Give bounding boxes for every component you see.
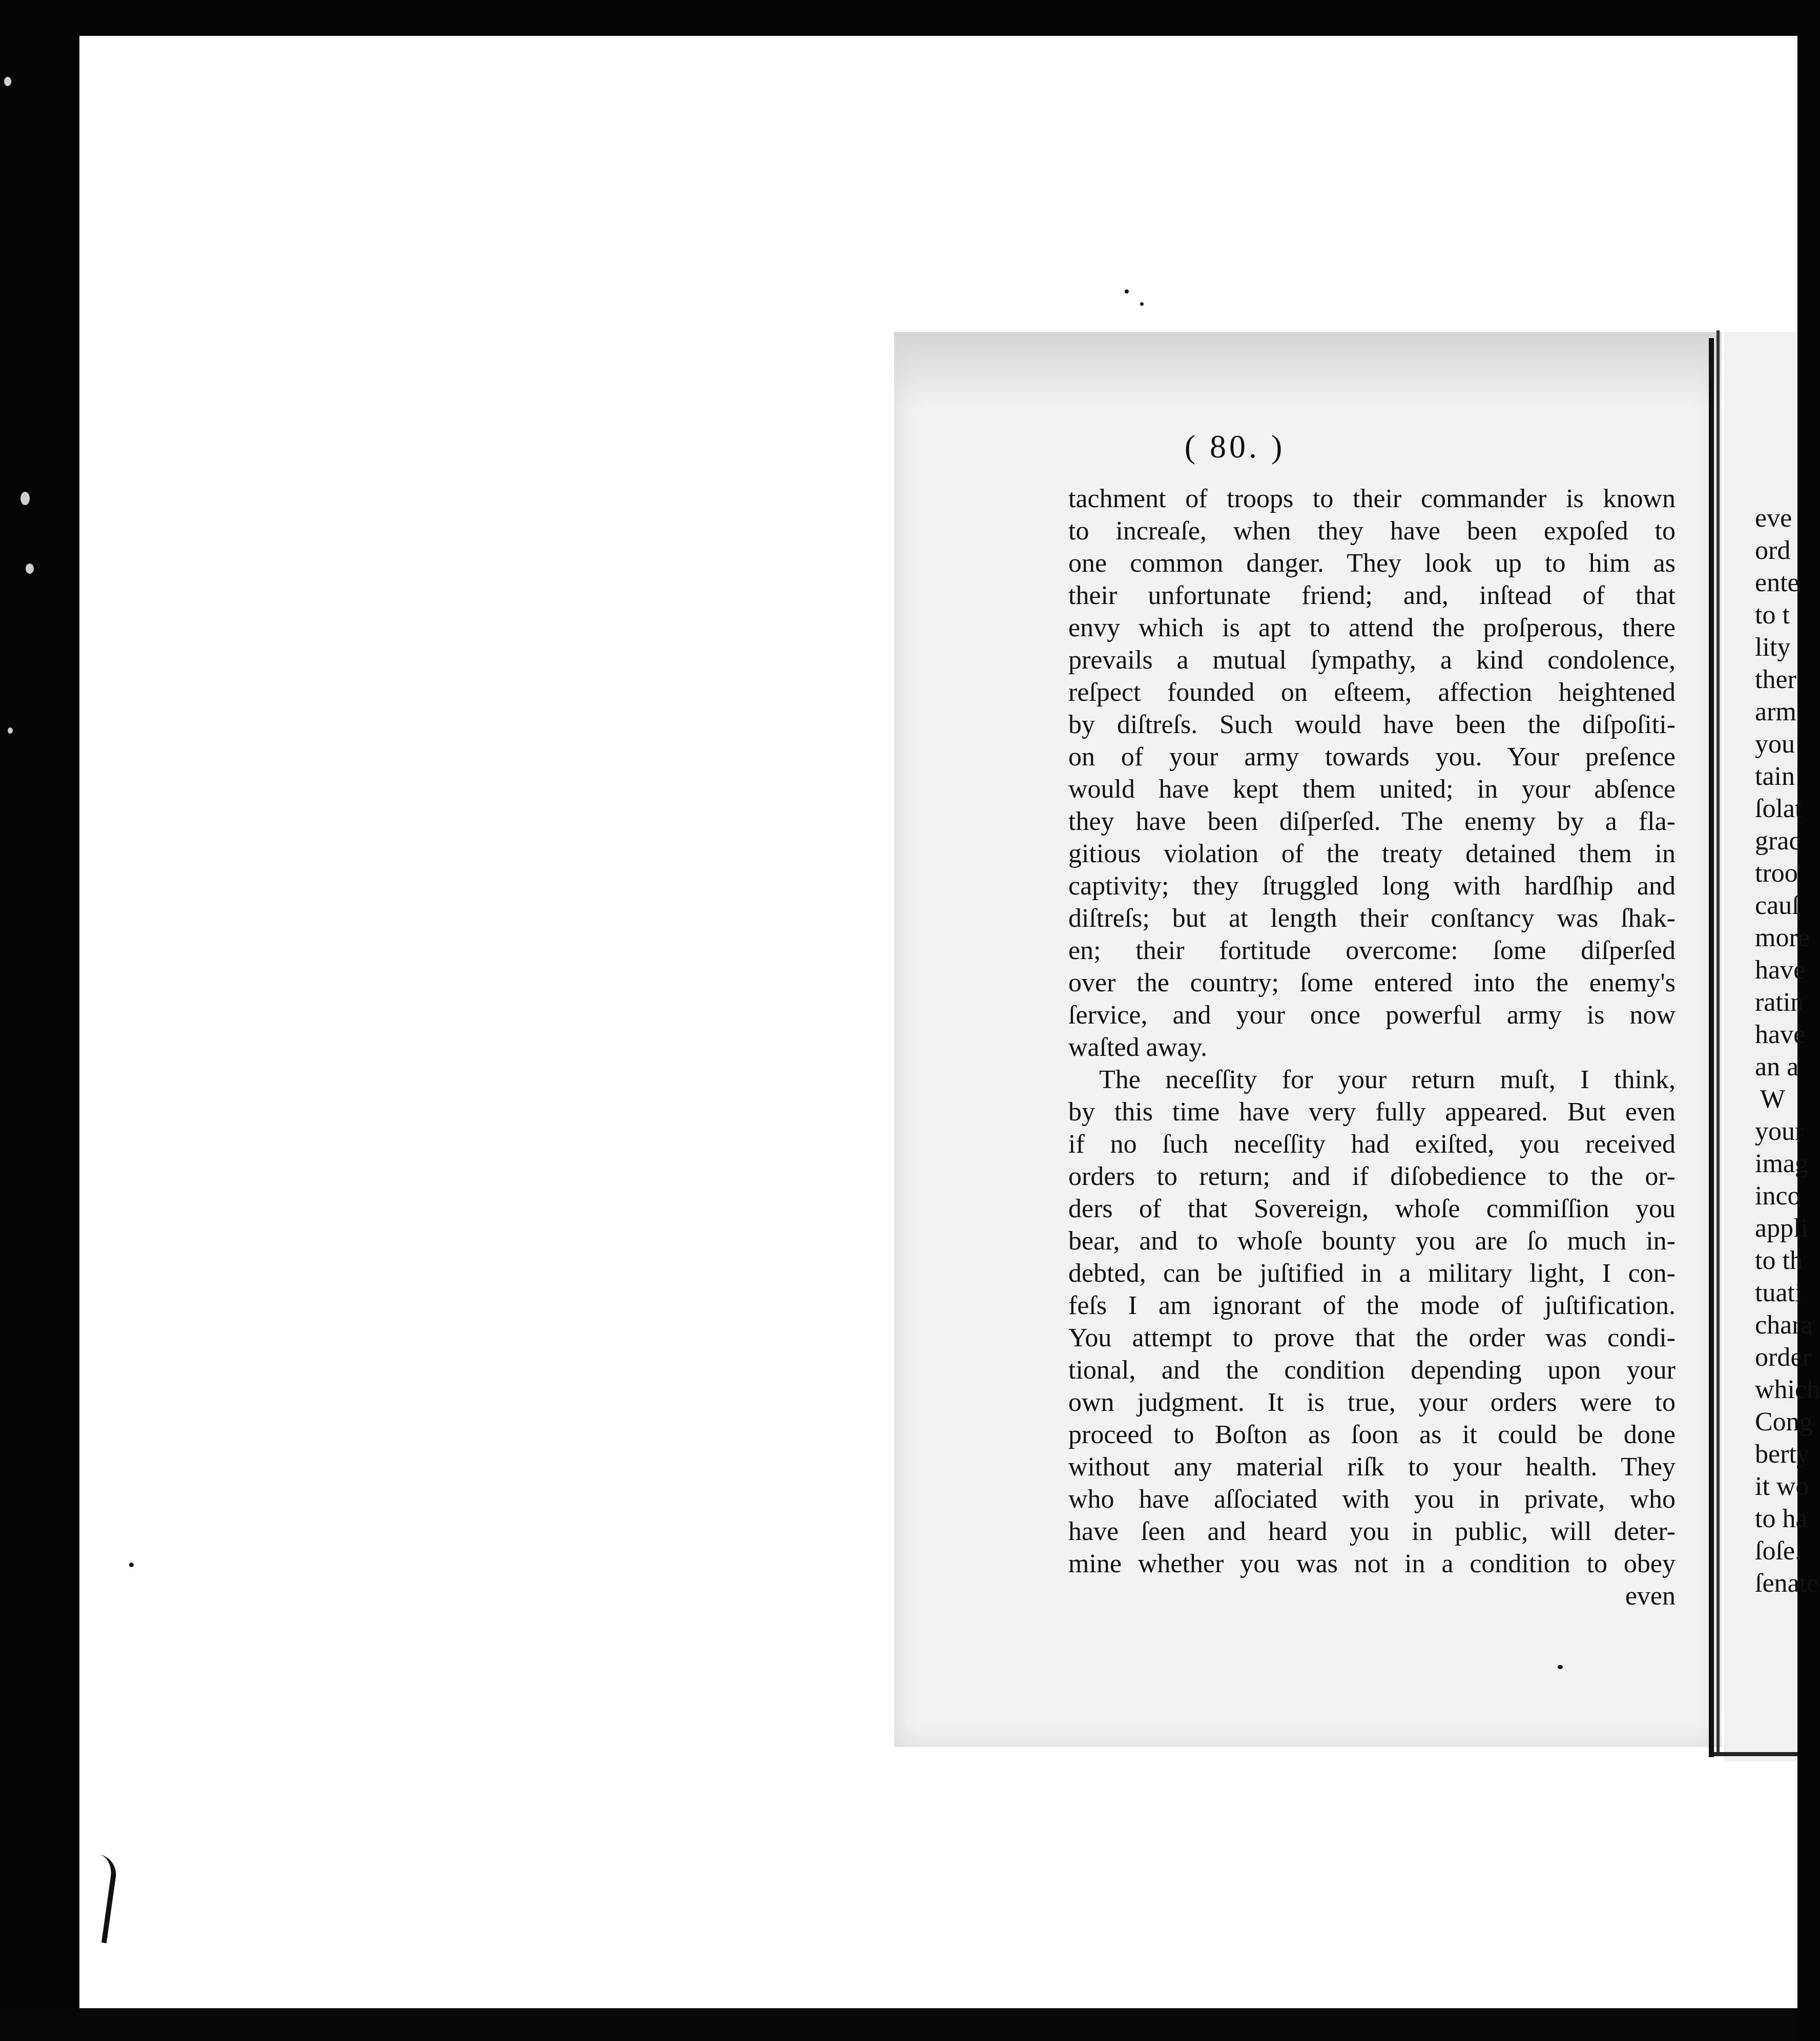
text-line: have ſeen and heard you in public, will deter-: [1068, 1517, 1676, 1546]
page-bottom-shadow: [1714, 1752, 1797, 1756]
text-line: tachment of troops to their commander is known: [1068, 484, 1676, 513]
right-fragment: ſolat: [1755, 794, 1803, 823]
right-fragment: you: [1755, 730, 1795, 759]
right-fragment: troo: [1755, 859, 1798, 888]
text-line: their unfortunate friend; and, inſtead of that: [1068, 581, 1676, 610]
text-line: diſtreſs; but at length their conſtancy was ſhak-: [1068, 904, 1676, 933]
right-fragment: an a: [1755, 1052, 1799, 1081]
right-fragment: ther: [1755, 665, 1796, 694]
right-fragment: ente: [1755, 568, 1800, 597]
text-line: over the country; ſome entered into the enemy's: [1068, 968, 1676, 997]
text-line: ſervice, and your once powerful army is now: [1068, 1001, 1676, 1030]
right-fragment: have: [1755, 1020, 1806, 1049]
ink-speck: [1558, 1665, 1563, 1669]
scan-speck: [20, 492, 30, 505]
text-line: tional, and the condition depending upon your: [1068, 1356, 1676, 1385]
right-fragment: your: [1755, 1117, 1804, 1146]
right-fragment: ſenate: [1755, 1569, 1819, 1598]
right-fragment: Cong: [1755, 1407, 1813, 1436]
right-fragment: which: [1755, 1375, 1820, 1404]
right-fragment: to th: [1755, 1246, 1803, 1275]
right-fragment: W: [1760, 1085, 1786, 1114]
ink-speck: [1125, 289, 1129, 294]
text-line: by diſtreſs. Such would have been the diſpoſiti-: [1068, 710, 1676, 739]
text-line: would have kept them united; in your abſence: [1068, 775, 1676, 804]
right-page-text-fragments: [1755, 502, 1820, 1599]
right-fragment: more: [1755, 923, 1810, 952]
right-fragment: tuati: [1755, 1278, 1803, 1307]
right-fragment: order: [1755, 1343, 1811, 1372]
text-line: one common danger. They look up to him as: [1068, 549, 1676, 578]
right-fragment: arm: [1755, 697, 1796, 726]
text-line: mine whether you was not in a condition to obey: [1068, 1549, 1676, 1578]
text-line: who have aſſociated with you in private, who: [1068, 1485, 1676, 1514]
text-line: You attempt to prove that the order was condi-: [1068, 1323, 1676, 1352]
text-line: on of your army towards you. Your preſence: [1068, 742, 1676, 772]
text-line: The neceſſity for your return muſt, I think,: [1099, 1065, 1676, 1094]
text-line: feſs I am ignorant of the mode of juſtification.: [1068, 1291, 1676, 1320]
text-line: envy which is apt to attend the proſperous, there: [1068, 613, 1676, 642]
right-fragment: cauſ: [1755, 891, 1800, 920]
main-text-column: [1068, 483, 1676, 1612]
text-line: to increaſe, when they have been expoſed to: [1068, 516, 1676, 546]
right-fragment: have: [1755, 955, 1806, 985]
text-line: debted, can be juſtified in a military light, I con-: [1068, 1259, 1676, 1288]
right-fragment: tain: [1755, 762, 1795, 791]
text-line: captivity; they ſtruggled long with hardſhip and: [1068, 871, 1676, 901]
text-line: waſted away.: [1068, 1033, 1207, 1062]
page-number: ( 80. ): [1184, 428, 1286, 465]
catchword: even: [1625, 1581, 1676, 1611]
text-line: they have been diſperſed. The enemy by a fla-: [1068, 807, 1676, 836]
text-line: orders to return; and if diſobedience to the or-: [1068, 1162, 1676, 1191]
ink-speck: [1140, 302, 1144, 306]
text-line: reſpect founded on eſteem, affection heightened: [1068, 678, 1676, 707]
text-line: gitious violation of the treaty detained them in: [1068, 839, 1676, 868]
right-fragment: inco: [1755, 1181, 1801, 1211]
book-gutter: [1709, 338, 1714, 1757]
text-line: own judgment. It is true, your orders were to: [1068, 1388, 1676, 1417]
text-line: ders of that Sovereign, whoſe commiſſion you: [1068, 1194, 1676, 1223]
scan-speck: [4, 77, 11, 86]
right-fragment: to ha: [1755, 1504, 1808, 1533]
right-fragment: ſoſe.: [1755, 1536, 1802, 1566]
right-fragment: grac: [1755, 826, 1801, 856]
right-fragment: imag: [1755, 1149, 1808, 1178]
text-line: if no ſuch neceſſity had exiſted, you received: [1068, 1130, 1676, 1159]
scan-speck: [8, 727, 13, 734]
text-line: bear, and to whoſe bounty you are ſo much in-: [1068, 1226, 1676, 1256]
ink-speck: [129, 1563, 134, 1567]
scan-speck: [26, 564, 34, 574]
right-fragment: eve: [1755, 504, 1792, 533]
right-fragment: lity: [1755, 633, 1791, 662]
right-fragment: ratin: [1755, 988, 1804, 1017]
text-line: by this time have very fully appeared. But even: [1068, 1097, 1676, 1127]
text-line: proceed to Boſton as ſoon as it could be done: [1068, 1420, 1676, 1449]
text-line: en; their fortitude overcome: ſome diſperſed: [1068, 936, 1676, 965]
text-line: without any material riſk to your health. They: [1068, 1452, 1676, 1482]
right-fragment: ord: [1755, 536, 1791, 565]
right-fragment: appli: [1755, 1214, 1808, 1243]
right-fragment: berty: [1755, 1440, 1810, 1469]
right-fragment: chara: [1755, 1310, 1813, 1340]
right-fragment: it wo: [1755, 1472, 1809, 1501]
text-line: prevails a mutual ſympathy, a kind condolence,: [1068, 645, 1676, 675]
book-gutter-edge: [1716, 330, 1720, 1755]
scan-bottom-edge: [0, 2008, 1797, 2041]
right-fragment: to t: [1755, 600, 1790, 630]
